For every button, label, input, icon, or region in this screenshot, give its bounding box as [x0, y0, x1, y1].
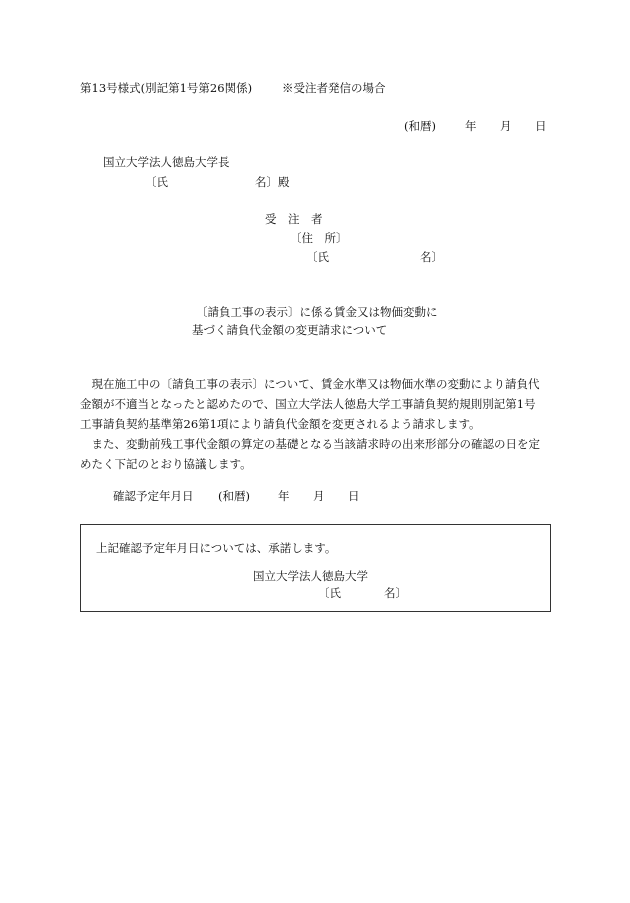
confirm-date-day: 日	[348, 489, 360, 503]
title-line-2: 基づく請負代金額の変更請求について	[192, 323, 388, 337]
date-month: 月	[500, 119, 512, 133]
approval-name-close: 名〕	[384, 586, 407, 600]
confirm-date-month: 月	[313, 489, 325, 503]
sender-address: 〔住 所〕	[290, 231, 348, 245]
body-paragraph-1	[80, 374, 550, 434]
body-p1-line-2: 金額が不適当となったと認めたので、国立大学法人徳島大学工事請負契約規則別記第1号	[80, 397, 536, 411]
sender-name-close: 名〕	[420, 250, 443, 264]
body-paragraph-2	[80, 434, 550, 474]
approval-box	[80, 524, 551, 612]
body-p2-line-1: また、変動前残工事代金額の算定の基礎となる当該請求時の出来形部分の確認の日を定	[80, 437, 540, 451]
approval-text: 上記確認予定年月日については、承諾します。	[96, 541, 337, 555]
addressee-name-close: 名〕殿	[255, 175, 290, 189]
addressee-name-open: 〔氏	[145, 175, 168, 189]
confirm-date-label: 確認予定年月日	[113, 489, 194, 503]
sender-name-open: 〔氏	[306, 250, 329, 264]
sender-role: 受 注 者	[265, 212, 323, 226]
title-line-1: 〔請負工事の表示〕に係る賃金又は物価変動に	[196, 305, 438, 319]
form-number: 第13号様式(別記第1号第26関係)	[80, 81, 253, 95]
date-day: 日	[535, 119, 547, 133]
sender-note: ※受注者発信の場合	[282, 81, 386, 95]
confirm-date-era: (和暦)	[218, 489, 250, 503]
body-p1-line-1: 現在施工中の〔請負工事の表示〕について、賃金水準又は物価水準の変動により請負代	[80, 377, 540, 391]
date-era: (和暦)	[404, 119, 436, 133]
confirm-date-year: 年	[278, 489, 290, 503]
date-year: 年	[465, 119, 477, 133]
body-p1-line-3: 工事請負契約基準第26第1項により請負代金額を変更されるよう請求します。	[80, 417, 481, 431]
addressee-org: 国立大学法人徳島大学長	[103, 155, 230, 169]
body-p2-line-2: めたく下記のとおり協議します。	[80, 457, 252, 471]
approval-name-open: 〔氏	[318, 586, 341, 600]
approval-org: 国立大学法人徳島大学	[253, 569, 368, 583]
